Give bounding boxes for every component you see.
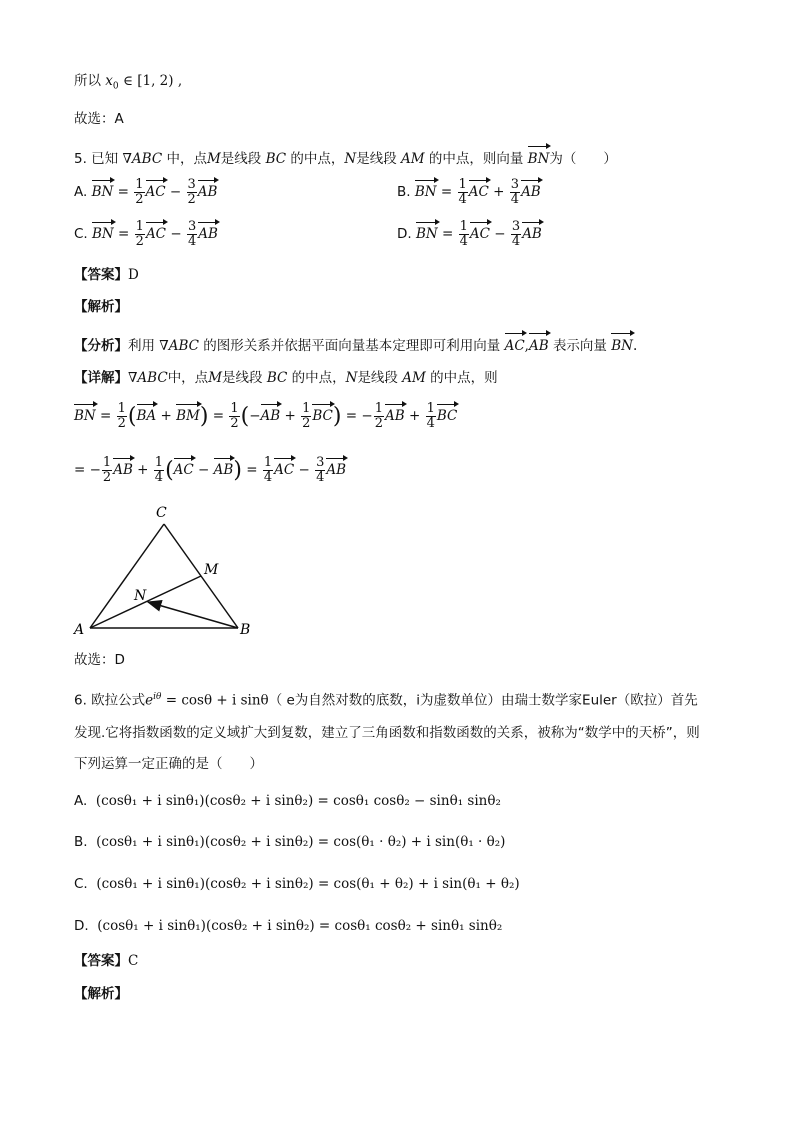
- vec-ac: AC: [174, 458, 194, 478]
- den: 4: [316, 470, 325, 485]
- choose-d: 故选：D: [74, 652, 125, 668]
- num: 1: [135, 177, 144, 192]
- q6-e: e: [145, 692, 154, 709]
- question-5: [74, 146, 617, 168]
- den: 4: [263, 470, 273, 485]
- xiangjie-n: N: [345, 370, 358, 386]
- operator: −: [170, 226, 182, 242]
- q5-m: M: [206, 151, 221, 167]
- vec-bc: BC: [437, 404, 458, 424]
- conclusion-text: 所以: [74, 73, 101, 89]
- frac: [187, 220, 197, 249]
- choose-a: 故选：A: [74, 111, 124, 127]
- paren: (: [240, 404, 250, 429]
- conclusion-line: [74, 72, 182, 96]
- den: 4: [511, 234, 521, 249]
- den: 2: [187, 192, 196, 207]
- fenxi-tri: ∇ABC: [159, 338, 199, 354]
- vec-bc: BC: [312, 404, 333, 424]
- answer-value: D: [128, 267, 139, 283]
- option-a: A. BN = $\frac{1}{2}$ AC − $\frac{3}{2}$ AB: [74, 177, 218, 207]
- xiangjie-line: [74, 369, 498, 387]
- option-a-label: A.: [74, 184, 88, 200]
- analysis-heading: 【解析】: [74, 299, 128, 315]
- option-c: C. BN = $\frac{1}{2}$ AC − $\frac{3}{4}$ AB: [74, 219, 218, 249]
- var-sub: 0: [112, 81, 119, 92]
- xiangjie-am: AM: [402, 370, 426, 386]
- den: 4: [459, 234, 468, 249]
- var-x: x: [105, 73, 113, 89]
- frac: [187, 178, 197, 207]
- num: 3: [511, 219, 521, 234]
- q5-t1: 中，点: [166, 151, 207, 167]
- q5-bc: BC: [265, 151, 287, 167]
- operator: −: [169, 184, 182, 200]
- q5-tri: ∇ABC: [122, 151, 163, 167]
- num: 1: [302, 401, 311, 416]
- q6-option-d-label: D.: [74, 918, 89, 934]
- fenxi-line: 【分析】利用 ∇ABC 的图形关系并依据平面向量基本定理即可利用向量 AC,AB 表示向量 BN.: [74, 333, 637, 355]
- q6-option-c-eq: (cosθ₁ + i sinθ₁)(cosθ₂ + i sinθ₂) = cos(θ₁ + θ₂) + i sin(θ₁ + θ₂): [96, 876, 520, 892]
- frac: [511, 220, 521, 249]
- q5-am: AM: [401, 151, 425, 167]
- interval: ∈ [1, 2) ,: [122, 73, 183, 89]
- analysis-heading-2: 【解析】: [74, 986, 128, 1002]
- num: 3: [510, 177, 520, 192]
- num: 1: [102, 455, 112, 470]
- option-d-label: D.: [397, 226, 412, 242]
- q6-option-d: [74, 917, 502, 935]
- label-a: A: [74, 622, 85, 638]
- frac: [459, 220, 469, 249]
- xiangjie-m: M: [208, 370, 223, 386]
- num: 1: [458, 177, 467, 192]
- triangle-diagram: [70, 502, 260, 642]
- vec-ac: AC: [146, 180, 166, 200]
- paren: ): [233, 458, 242, 483]
- vec-ac: AC: [469, 180, 489, 200]
- num: 1: [263, 455, 273, 470]
- frac: [374, 402, 384, 431]
- paren: ): [332, 404, 342, 429]
- frac: [229, 402, 239, 431]
- q6-option-a-eq: (cosθ₁ + i sinθ₁)(cosθ₂ + i sinθ₂) = cosθ₁ cosθ₂ − sinθ₁ sinθ₂: [95, 793, 501, 809]
- q5-t3: 的中点，: [290, 151, 345, 167]
- den: 2: [135, 234, 144, 249]
- num: 1: [135, 219, 144, 234]
- answer-6: [74, 952, 138, 970]
- paren: ): [199, 404, 209, 429]
- q5-n: N: [344, 151, 357, 167]
- vec-ab: AB: [198, 222, 218, 242]
- num: 1: [230, 401, 239, 416]
- q5-end: 为（ ）: [549, 151, 617, 167]
- frac: [426, 402, 436, 431]
- den: 4: [458, 192, 467, 207]
- num: 3: [187, 177, 196, 192]
- fenxi-t1: 利用: [128, 338, 155, 354]
- question-6-line-3: 下列运算一定正确的是（ ）: [74, 756, 263, 772]
- xiangjie-tri: ∇ABC: [128, 370, 168, 386]
- q5-t2: 是线段: [220, 151, 262, 167]
- vec-ba: BA: [137, 404, 157, 424]
- vec-ac: AC: [505, 333, 525, 355]
- vec-ab: AB: [326, 458, 346, 478]
- q6-option-b: [74, 833, 505, 851]
- frac: [510, 178, 520, 207]
- frac: [102, 456, 112, 485]
- vec-ab: AB: [113, 458, 133, 478]
- q5-vec-bn: BN: [528, 146, 550, 168]
- side-ac: [90, 524, 164, 628]
- label-m: M: [204, 562, 219, 578]
- xiangjie-t3: 的中点，: [291, 370, 346, 386]
- option-d: D. BN = $\frac{1}{4}$ AC − $\frac{3}{4}$ AB: [397, 219, 542, 249]
- num: 1: [459, 219, 468, 234]
- vec-bn: BN: [92, 180, 114, 200]
- vec-bn: BN: [92, 222, 114, 242]
- frac: [135, 220, 145, 249]
- question-6-line-1: [74, 688, 698, 710]
- q6-option-b-eq: (cosθ₁ + i sinθ₁)(cosθ₂ + i sinθ₂) = cos(θ₁ · θ₂) + i sin(θ₁ · θ₂): [96, 834, 506, 850]
- q6-option-b-label: B.: [74, 834, 88, 850]
- vec-ac: AC: [274, 458, 294, 478]
- vec-ab: AB: [521, 180, 541, 200]
- den: 4: [187, 234, 197, 249]
- vec-bn: BN: [416, 222, 438, 242]
- xiangjie-t2: 是线段: [222, 370, 263, 386]
- xiangjie-tag: 【详解】: [74, 370, 128, 386]
- label-b: B: [240, 622, 251, 638]
- frac: [458, 178, 468, 207]
- frac: [134, 178, 144, 207]
- operator: −: [494, 226, 506, 242]
- frac: [263, 456, 273, 485]
- num: 3: [316, 455, 325, 470]
- q6-formula: = cosθ + i sinθ: [165, 692, 269, 709]
- vec-ab: AB: [385, 404, 405, 424]
- num: 3: [187, 219, 197, 234]
- q6-option-d-eq: (cosθ₁ + i sinθ₁)(cosθ₂ + i sinθ₂) = cosθ₁ cosθ₂ + sinθ₁ sinθ₂: [97, 918, 503, 934]
- answer-tag: 【答案】: [74, 953, 128, 969]
- xiangjie-t4: 是线段: [357, 370, 398, 386]
- paren: (: [165, 458, 174, 483]
- den: 2: [302, 416, 311, 431]
- vec-ab: AB: [529, 333, 549, 355]
- option-c-label: C.: [74, 226, 88, 242]
- frac: [154, 456, 164, 485]
- vec-bn: BN: [74, 404, 96, 424]
- den: 2: [374, 416, 383, 431]
- answer-value: C: [128, 953, 139, 969]
- q6-option-a: [74, 792, 501, 810]
- den: 2: [117, 416, 126, 431]
- frac: [315, 456, 325, 485]
- q6-option-c: [74, 875, 520, 893]
- den: 4: [426, 416, 435, 431]
- q5-t5: 的中点，则向量: [428, 151, 524, 167]
- vector-bn: [148, 602, 238, 628]
- derivation-line-2: = − $\frac{1}{2}$ AB + $\frac{1}{4}$ (AC − AB) = $\frac{1}{4}$ AC − $\frac{3}{4}$ AB: [74, 455, 347, 485]
- num: 1: [117, 401, 126, 416]
- frac: [117, 402, 127, 431]
- paren: (: [127, 404, 137, 429]
- fenxi-tag: 【分析】: [74, 338, 128, 354]
- q5-num: 5. 已知: [74, 151, 119, 167]
- xiangjie-bc: BC: [266, 370, 288, 386]
- num: 1: [426, 401, 435, 416]
- label-n: N: [134, 588, 147, 604]
- option-b-label: B.: [397, 184, 411, 200]
- vec-ac: AC: [470, 222, 490, 242]
- derivation-line-1: BN = $\frac{1}{2}$ (BA + BM) = $\frac{1}{2}$ (−AB + $\frac{1}{2}$ BC) = − $\frac{1}{2}$ AB + $\frac{1}{4}$ BC: [74, 401, 458, 431]
- answer-5: [74, 266, 139, 284]
- den: 4: [154, 470, 164, 485]
- vec-ab: AB: [214, 458, 234, 478]
- q6-exp: iθ: [153, 692, 162, 702]
- q5-t4: 是线段: [356, 151, 397, 167]
- xiangjie-t1: 中，点: [167, 370, 209, 386]
- question-6-line-2: 发现.它将指数函数的定义域扩大到复数，建立了三角函数和指数函数的关系，被称为“数学中的天桥”，则: [74, 725, 700, 741]
- den: 2: [230, 416, 239, 431]
- xiangjie-t5: 的中点，则: [430, 370, 498, 386]
- vec-ab: AB: [522, 222, 542, 242]
- vec-bn: BN: [415, 180, 437, 200]
- q6-desc: （ e为自然对数的底数，i为虚数单位）由瑞士数学家Euler（欧拉）首先: [268, 692, 698, 709]
- q6-intro: 6. 欧拉公式: [74, 692, 146, 709]
- den: 4: [510, 192, 520, 207]
- operator: +: [493, 184, 505, 200]
- vec-bm: BM: [176, 404, 200, 424]
- answer-tag: 【答案】: [74, 267, 128, 283]
- den: 2: [102, 470, 112, 485]
- vec-ac: AC: [146, 222, 166, 242]
- den: 2: [135, 192, 144, 207]
- vec-bn: BN: [611, 333, 633, 355]
- frac: [301, 402, 311, 431]
- vec-ab: AB: [198, 180, 218, 200]
- vec-ab: AB: [261, 404, 281, 424]
- fenxi-t3: 表示向量: [552, 338, 607, 354]
- num: 1: [374, 401, 383, 416]
- fenxi-t4: .: [632, 338, 638, 354]
- fenxi-t2: 的图形关系并依据平面向量基本定理即可利用向量: [203, 338, 501, 354]
- option-b: B. BN = $\frac{1}{4}$ AC + $\frac{3}{4}$ AB: [397, 177, 541, 207]
- label-c: C: [156, 505, 167, 521]
- num: 1: [154, 455, 164, 470]
- q6-option-a-label: A.: [74, 793, 88, 809]
- q6-option-c-label: C.: [74, 876, 88, 892]
